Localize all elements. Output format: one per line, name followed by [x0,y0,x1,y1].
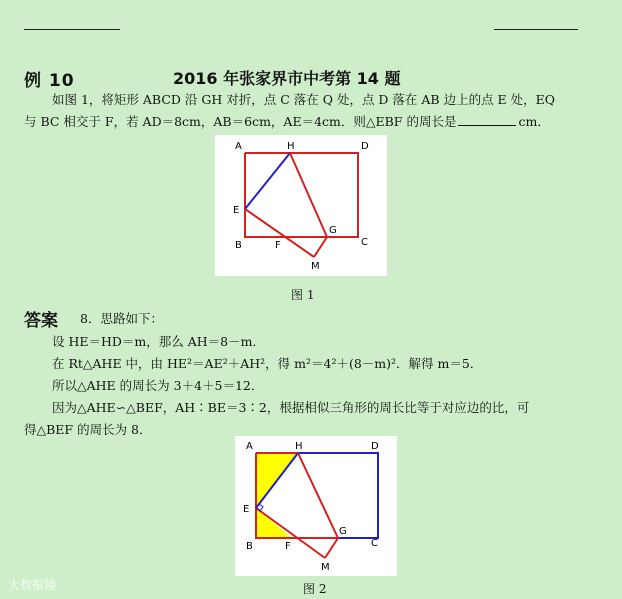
fig1-label-m: M [311,261,320,272]
fig1-label-c: C [361,237,368,248]
top-left-rule [24,29,120,30]
fig2-label-c: C [371,538,378,549]
fig2-label-g: G [339,526,347,537]
fig2-label-d: D [371,441,379,452]
example-label: 例 10 [24,71,75,91]
answer-line-1: 设 HE＝HD＝m，那么 AH＝8－m． [52,334,265,349]
answer-line-5: 得△BEF 的周长为 8． [24,422,152,437]
figure-2 [235,436,397,576]
answer-line-2: 在 Rt△AHE 中，由 HE²＝AE²＋AH²，得 m²＝4²＋(8－m)²．解得 m＝5． [52,356,483,371]
fig1-label-e: E [233,205,240,216]
figure-1-caption: 图 1 [291,288,315,302]
top-right-rule [494,29,578,30]
fig2-label-m: M [321,562,330,573]
answer-line-4: 因为△AHE∽△BEF，AH∶BE＝3∶2，根据相似三角形的周长比等于对应边的比，可 [52,400,530,415]
problem-line-2-text: 与 BC 相交于 F，若 AD＝8cm，AB＝6cm，AE＝4cm．则△EBF 的周长是 [24,114,457,129]
fig2-label-h: H [295,441,303,452]
figure-2-caption: 图 2 [303,582,327,596]
fig1-label-a: A [235,141,242,152]
fig2-label-f: F [285,541,291,552]
answer-label: 答案 [24,311,58,331]
fig2-label-a: A [246,441,253,452]
answer-blank [458,113,516,126]
fig1-label-d: D [361,141,369,152]
figure-1-background [215,135,387,276]
answer-line-3: 所以△AHE 的周长为 3＋4＋5＝12． [52,378,264,393]
fig2-label-e: E [243,504,250,515]
problem-line-1: 如图 1，将矩形 ABCD 沿 GH 对折，点 C 落在 Q 处，点 D 落在 AB 边上的点 E 处，EQ [52,92,556,107]
fig2-label-b: B [246,541,253,552]
problem-line-2 [24,112,550,132]
figure-1 [215,135,387,276]
problem-line-2-unit: cm． [518,114,550,129]
example-title: 2016 年张家界市中考第 14 题 [173,69,401,88]
fig1-label-f: F [275,240,281,251]
fig1-label-b: B [235,240,242,251]
answer-intro: 8．思路如下： [80,311,163,326]
fig1-label-h: H [287,141,295,152]
fig1-label-g: G [329,225,337,236]
watermark: 大数据镜 [8,578,57,592]
